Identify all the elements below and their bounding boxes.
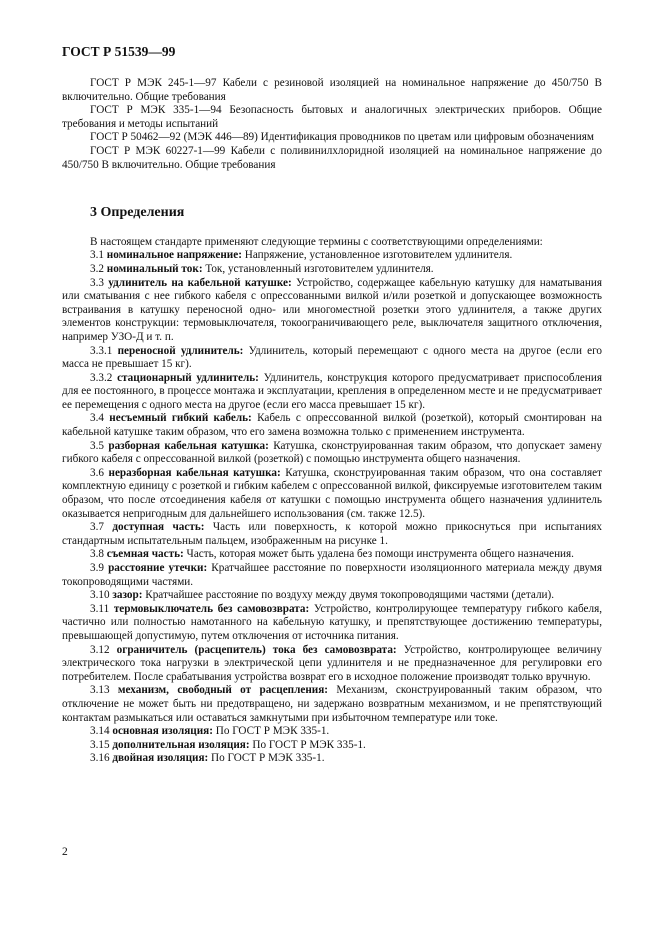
definition-term: ограничитель (расцепитель) тока без самовозврата: [116, 643, 397, 656]
definition-item [62, 752, 602, 766]
definition-term: основная изоляция: [112, 725, 213, 738]
definition-term: несъемный гибкий кабель: [109, 412, 252, 425]
definition-text: По ГОСТ Р МЭК 335-1. [211, 752, 325, 765]
definition-item [62, 589, 602, 603]
definitions-list [62, 249, 602, 766]
definition-number: 3.3.2 [90, 371, 113, 384]
definition-text: По ГОСТ Р МЭК 335-1. [252, 738, 366, 751]
definition-number: 3.1 [90, 249, 104, 262]
definition-term: переносной удлинитель: [117, 344, 244, 357]
definition-item [62, 562, 602, 589]
definition-number: 3.11 [90, 602, 110, 615]
definition-item [62, 412, 602, 439]
definition-number: 3.13 [90, 684, 110, 697]
definition-text: По ГОСТ Р МЭК 335-1. [215, 725, 330, 738]
definition-item [62, 548, 602, 562]
definition-number: 3.5 [90, 439, 104, 452]
page-number: 2 [62, 846, 68, 858]
definition-item [62, 521, 602, 548]
definition-text: Механизм, сконструированный таким образом, что отключение не может быть ни предотвращено, ни задержано возвратным механизмом, и не препятствующий контактам размыкаться или оставаться замкнутыми при избыточном температуре или токе. [62, 684, 602, 724]
definition-number: 3.2 [90, 262, 104, 275]
references-list [62, 77, 602, 172]
definition-text: Устройство, контролирующее величину электрического тока нагрузки в электрической цепи удлинителя и не предназначенное для регулировки его потребителем. После срабатывания устройства возврат его в исходное положение производят только вручную. [62, 643, 602, 683]
definition-number: 3.14 [90, 725, 110, 738]
reference-item: ГОСТ Р МЭК 60227-1—99 Кабели с поливинилхлоридной изоляцией на номинальное напряжение до 450/750 В включительно. Общие требования [62, 144, 602, 171]
definition-number: 3.4 [90, 412, 104, 425]
definition-number: 3.9 [90, 562, 104, 574]
definition-item [62, 603, 602, 644]
definition-term: неразборная кабельная катушка: [108, 466, 281, 479]
definition-item [62, 263, 602, 277]
definition-item [62, 440, 602, 467]
definition-text: Кратчайшее расстояние по воздуху между двумя токопроводящими частями (детали). [145, 589, 555, 602]
definition-item [62, 725, 602, 739]
definition-text: Устройство, содержащее кабельную катушку для наматывания или сматывания с нее гибкого кабеля с опрессованными вилкой и/или розеткой и допускающее возможность встраивания в катушку переносной одно- или многоместной розетки этого удлинителя, а также других элементов конструкции: термовыключателя, токоограничивающего реле, выключателя защитного отключения, например УЗО-Д и т. п. [62, 276, 602, 343]
section-intro: В настоящем стандарте применяют следующие термины с соответствующими определениями: [90, 235, 543, 248]
definition-number: 3.16 [90, 752, 110, 765]
definition-number: 3.12 [90, 643, 110, 656]
reference-item: ГОСТ Р 50462—92 (МЭК 446—89) Идентификация проводников по цветам или цифровым обозначениям [90, 131, 594, 144]
section-title: 3 Определения [90, 205, 185, 221]
definition-number: 3.3 [90, 276, 104, 289]
definition-item [62, 249, 602, 263]
definition-term: дополнительная изоляция: [112, 738, 250, 751]
definition-term: двойная изоляция: [112, 752, 209, 765]
definition-item [62, 684, 602, 725]
definition-item [62, 372, 602, 413]
definition-term: расстояние утечки: [108, 562, 208, 574]
definition-number: 3.15 [90, 738, 110, 751]
reference-item: ГОСТ Р МЭК 245-1—97 Кабели с резиновой изоляцией на номинальное напряжение до 450/750 В включительно. Общие требования [62, 77, 602, 103]
definition-text: Часть, которая может быть удалена без помощи инструмента общего назначения. [186, 548, 574, 561]
definition-item [62, 277, 602, 345]
definition-number: 3.6 [90, 466, 104, 479]
definition-term: разборная кабельная катушка: [108, 439, 269, 452]
definition-text: Часть или поверхность, к которой можно прикоснуться при испытаниях стандартным испытательным пальцем, изображенным на рисунке 1. [62, 521, 603, 547]
definition-text: Ток, установленный изготовителем удлинителя. [205, 262, 434, 275]
definition-term: доступная часть: [112, 521, 205, 534]
definition-text: Напряжение, установленное изготовителем удлинителя. [244, 249, 513, 262]
definition-term: съемная часть: [106, 548, 184, 561]
definition-term: номинальный ток: [106, 262, 203, 275]
definition-item [62, 467, 602, 521]
definition-term: зазор: [112, 589, 143, 602]
definition-number: 3.10 [90, 589, 110, 602]
document-body [62, 77, 602, 766]
definition-text: Катушка, сконструированная таким образом, что она составляет комплектную единицу с розеткой и гибким кабелем с опрессованной вилкой, фиксируемые изготовителем таким образом, что после отсоединения кабеля от катушки с помощью инструмента общего назначения удлинитель оказывается непригодным для дальнейшего использования (см. также 12.5). [62, 466, 603, 520]
definition-item [62, 644, 602, 685]
definition-number: 3.7 [90, 521, 104, 534]
definition-term: термовыключатель без самовозврата: [113, 602, 310, 615]
definition-term: номинальное напряжение: [106, 249, 242, 262]
definition-text: Кабель с опрессованной вилкой (розеткой), который смонтирован на кабельной катушке таким образом, что его замена возможна только с применением инструмента. [62, 412, 603, 439]
reference-item: ГОСТ Р МЭК 335-1—94 Безопасность бытовых и аналогичных электрических приборов. Общие требования и методы испытаний [62, 104, 602, 130]
definition-text: Удлинитель, который перемещают с одного места на другое (если его масса не превышает 15 кг). [62, 344, 603, 371]
definition-text: Катушка, сконструированная таким образом, что допускает замену гибкого кабеля с опрессованной вилкой (розеткой) с помощью инструмента общего назначения. [62, 439, 602, 466]
definition-number: 3.8 [90, 548, 104, 561]
definition-text: Кратчайшее расстояние по поверхности изоляционного материала между двумя токопроводящими частями. [62, 562, 603, 588]
definition-item [62, 739, 602, 753]
definition-term: механизм, свободный от расцепления: [117, 684, 329, 697]
definition-term: удлинитель на кабельной катушке: [108, 276, 292, 289]
definition-number: 3.3.1 [90, 344, 113, 357]
definition-term: стационарный удлинитель: [117, 371, 259, 384]
definition-item [62, 345, 602, 372]
running-header: ГОСТ Р 51539—99 [62, 44, 176, 59]
definition-text: Устройство, контролирующее температуру гибкого кабеля, частично или полностью намотанного на кабельную катушку, и препятствующее достижению температуры, превышающей допустимую, путем отключения от источника питания. [62, 602, 603, 642]
definition-text: Удлинитель, конструкция которого предусматривает приспособления для ее постоянного, в процессе монтажа и эксплуатации, крепления в определенном месте и не предусматривает ее перемещения с одного места на другое (если его масса превышает 15 кг). [62, 371, 603, 411]
